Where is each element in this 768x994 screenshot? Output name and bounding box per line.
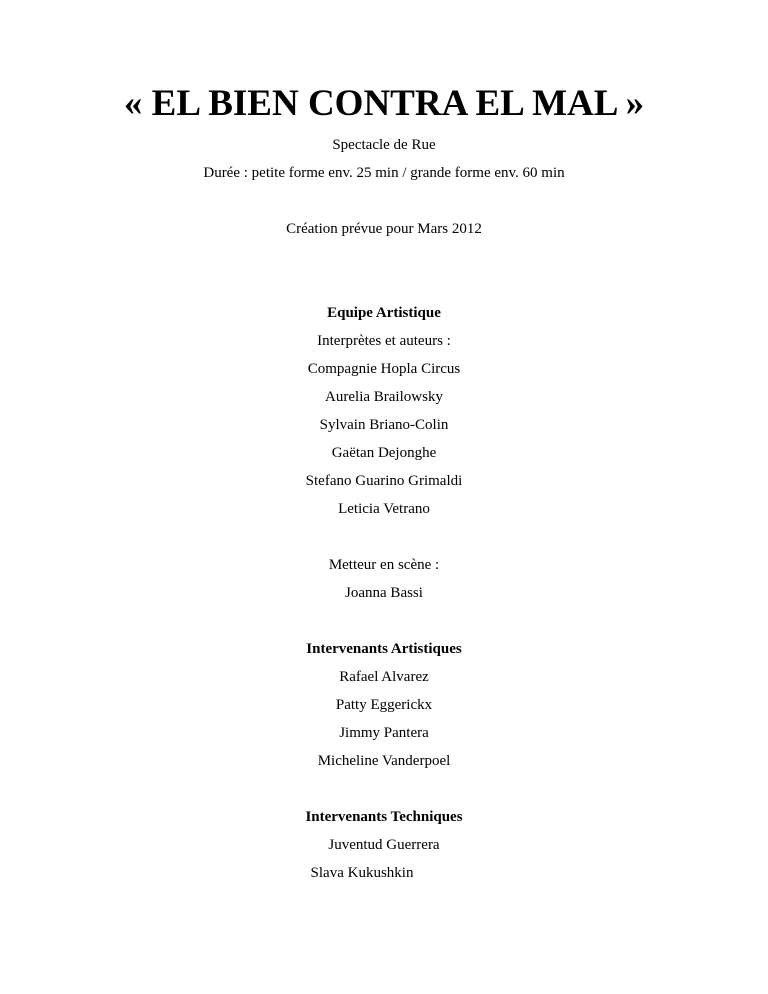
intervenant-artistique-name: Micheline Vanderpoel bbox=[317, 753, 451, 769]
document-title: « EL BIEN CONTRA EL MAL » bbox=[123, 83, 645, 124]
duration-text: Durée : petite forme env. 25 min / grande forme env. 60 min bbox=[203, 165, 565, 181]
performer-name: Compagnie Hopla Circus bbox=[307, 361, 461, 377]
performer-name: Leticia Vetrano bbox=[338, 501, 430, 517]
performer-name: Gaëtan Dejonghe bbox=[331, 445, 437, 461]
equipe-artistique-heading: Equipe Artistique bbox=[327, 305, 441, 321]
intervenants-techniques-heading: Intervenants Techniques bbox=[305, 809, 463, 825]
intervenant-artistique-name: Patty Eggerickx bbox=[335, 697, 433, 713]
performer-name: Aurelia Brailowsky bbox=[325, 389, 443, 405]
intervenants-artistiques-heading: Intervenants Artistiques bbox=[306, 641, 462, 657]
intervenant-artistique-name: Rafael Alvarez bbox=[339, 669, 429, 685]
creation-text: Création prévue pour Mars 2012 bbox=[286, 221, 482, 237]
intervenant-technique-name: Juventud Guerrera bbox=[328, 837, 440, 853]
performer-name: Stefano Guarino Grimaldi bbox=[305, 473, 463, 489]
performers-label: Interprètes et auteurs : bbox=[317, 333, 451, 349]
director-label: Metteur en scène : bbox=[328, 557, 440, 573]
intervenant-artistique-name: Jimmy Pantera bbox=[339, 725, 429, 741]
document-subtitle: Spectacle de Rue bbox=[332, 137, 436, 153]
intervenant-technique-name: Slava Kukushkin bbox=[310, 865, 414, 881]
director-name: Joanna Bassi bbox=[345, 585, 423, 601]
performer-name: Sylvain Briano-Colin bbox=[319, 417, 449, 433]
